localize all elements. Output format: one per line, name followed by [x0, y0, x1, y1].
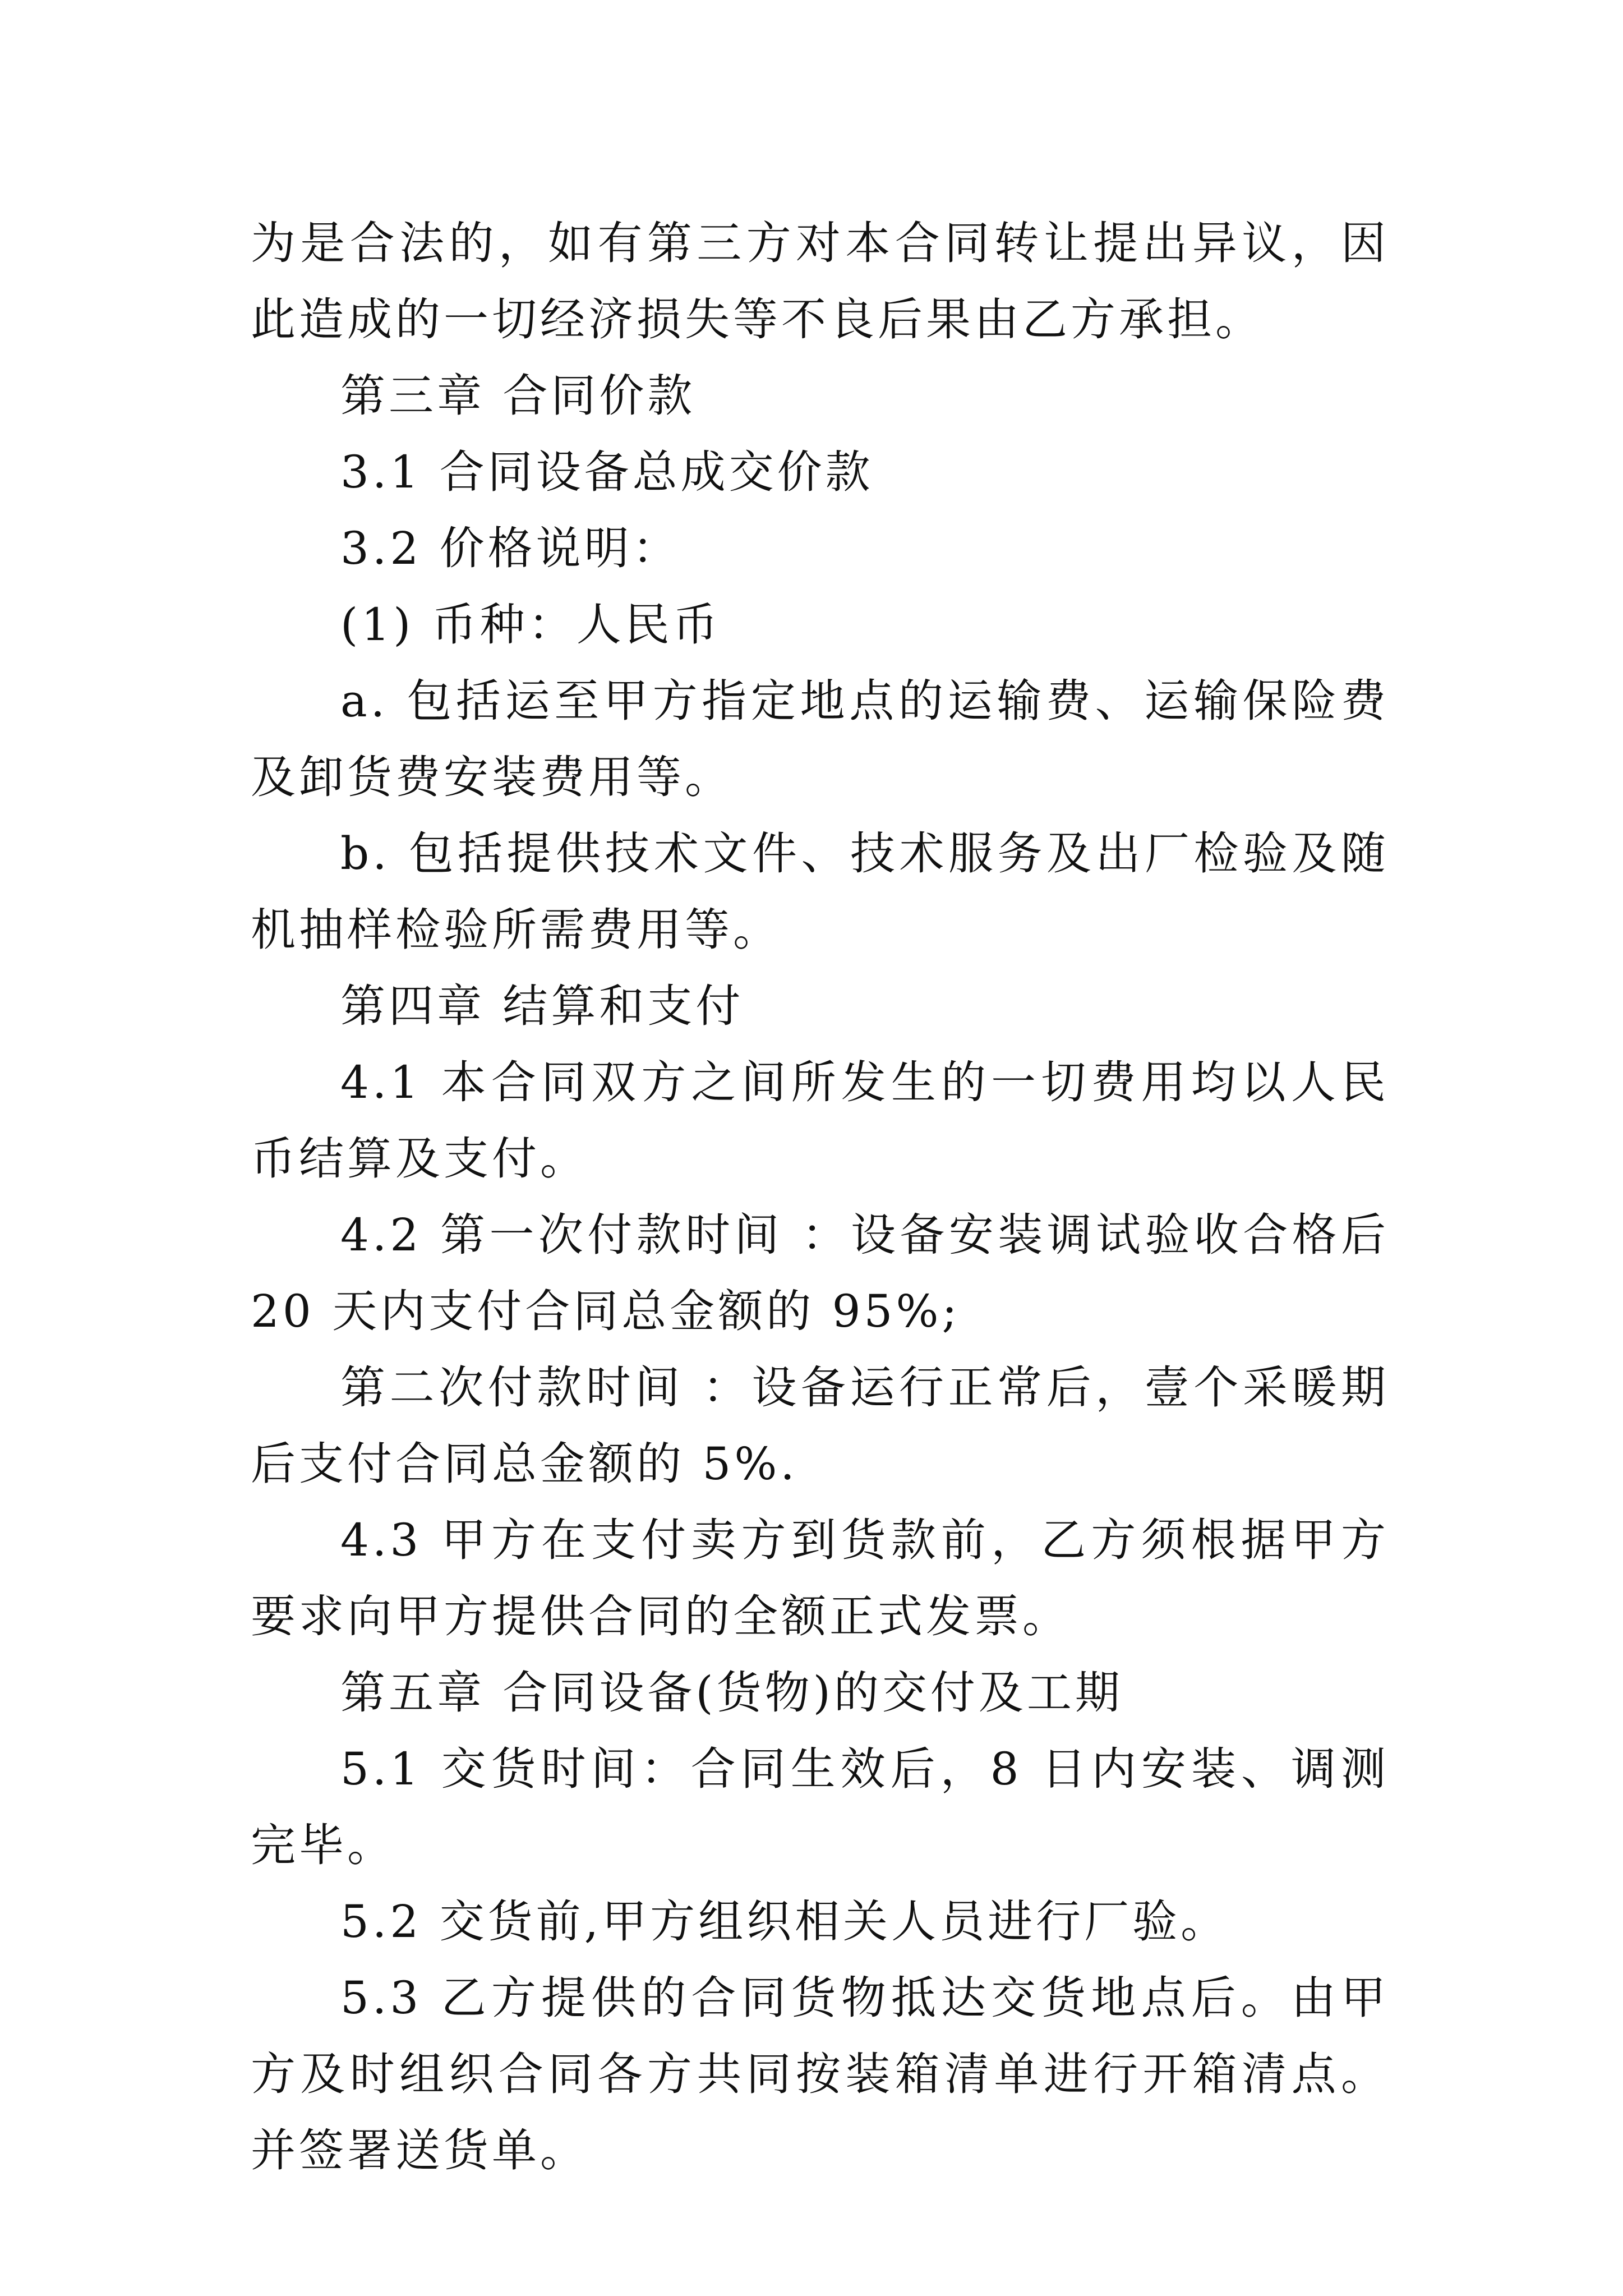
chapter-4-heading: 第四章 结算和支付: [340, 980, 744, 1032]
price-item-a: a. 包括运至甲方指定地点的运输费、运输保险费及卸货费安装费用等。: [251, 675, 1389, 803]
price-item-b: b. 包括提供技术文件、技术服务及出厂检验及随机抽样检验所需费用等。: [251, 827, 1389, 956]
clause-5-3: 5.3 乙方提供的合同货物抵达交货地点后。由甲方及时组织合同各方共同按装箱清单进行开箱清点。并签署送货单。: [251, 1972, 1389, 2177]
clause-3-2: 3.2 价格说明：: [340, 522, 681, 574]
paragraph-continuation: 为是合法的，如有第三方对本合同转让提出异议，因此造成的一切经济损失等不良后果由乙方承担。: [251, 217, 1389, 346]
document-body: [251, 205, 1389, 2189]
second-payment: 第二次付款时间 ：设备运行正常后，壹个采暖期后支付合同总金额的 5%.: [251, 1361, 1389, 1490]
chapter-5-heading: 第五章 合同设备(货物)的交付及工期: [340, 1667, 1123, 1719]
clause-4-3: 4.3 甲方在支付卖方到货款前，乙方须根据甲方要求向甲方提供合同的全额正式发票。: [251, 1514, 1389, 1642]
clause-5-2: 5.2 交货前,甲方组织相关人员进行厂验。: [340, 1895, 1229, 1948]
clause-5-1: 5.1 交货时间：合同生效后，8 日内安装、调测完毕。: [251, 1743, 1389, 1871]
chapter-3-heading: 第三章 合同价款: [340, 370, 696, 422]
clause-4-1: 4.1 本合同双方之间所发生的一切费用均以人民币结算及支付。: [251, 1056, 1389, 1185]
clause-4-2: 4.2 第一次付款时间 ：设备安装调试验收合格后 20 天内支付合同总金额的 95%;: [251, 1209, 1389, 1337]
currency-item: (1) 币种：人民币: [340, 599, 721, 651]
clause-3-1: 3.1 合同设备总成交价款: [340, 446, 874, 498]
